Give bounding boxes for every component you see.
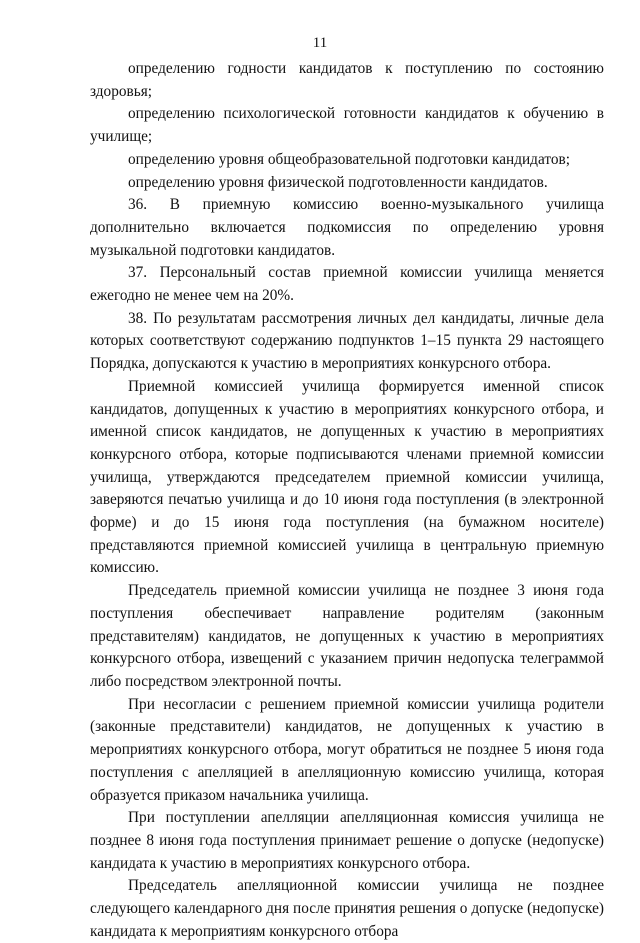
paragraph-item-37: 37. Персональный состав приемной комиссии училища меняется ежегодно не менее чем на 20%. [90, 264, 604, 305]
paragraph-candidate-lists: Приемной комиссией училища формируется именной список кандидатов, допущенных к участию в мероприятиях конкурсного отбора, и именной список кандидатов, не допущенных к участию в мероприятиях конкурсного отбора, которые подписываются членами приемной комиссии училища, утверждаются председателем приемной комиссии училища, заверяются печатью училища и до 10 июня года поступления (в электронной форме) и до 15 июня года поступления (на бумажном носителе) представляются приемной комиссией училища в центральную приемную комиссию. [90, 377, 604, 577]
paragraph-item-36: 36. В приемную комиссию военно-музыкального училища дополнительно включается подкомиссия по определению уровня музыкальной подготовки кандидатов. [90, 196, 604, 259]
paragraph-item-38: 38. По результатам рассмотрения личных дел кандидаты, личные дела которых соответствуют содержанию подпунктов 1–15 пункта 29 настоящего Порядка, допускаются к участию в мероприятиях конкурсного отбора. [90, 309, 604, 373]
page-number: 11 [312, 35, 328, 51]
paragraph-item-2: определению психологической готовности кандидатов к обучению в училище; [90, 105, 604, 146]
paragraph-appeal-right: При несогласии с решением приемной комиссии училища родители (законные представители) кандидатов, не допущенных к участию в мероприятиях конкурсного отбора, могут обратиться не позднее 5 июня года поступления с апелляцией в апелляционную комиссию училища, которая образуется приказом начальника училища. [90, 695, 604, 804]
document-body [90, 58, 604, 943]
paragraph-item-4: определению уровня физической подготовленности кандидатов. [128, 173, 548, 191]
paragraph-appeal-chair: Председатель апелляционной комиссии училища не позднее следующего календарного дня после принятия решения о допуске (недопуске) кандидата к мероприятиям конкурсного отбора [90, 877, 604, 940]
paragraph-item-3: определению уровня общеобразовательной подготовки кандидатов; [128, 150, 570, 168]
paragraph-item-1: определению годности кандидатов к поступлению по состоянию здоровья; [90, 60, 604, 100]
paragraph-appeal-decision: При поступлении апелляции апелляционная комиссия училища не позднее 8 июня года поступления принимает решение о допуске (недопуске) кандидата к участию в мероприятиях конкурсного отбора. [90, 809, 604, 872]
paragraph-rejection-notice: Председатель приемной комиссии училища не позднее 3 июня года поступления обеспечивает направление родителям (законным представителям) кандидатов, не допущенных к участию в мероприятиях конкурсного отбора, извещений с указанием причин недопуска телеграммой либо посредством электронной почты. [90, 582, 604, 690]
